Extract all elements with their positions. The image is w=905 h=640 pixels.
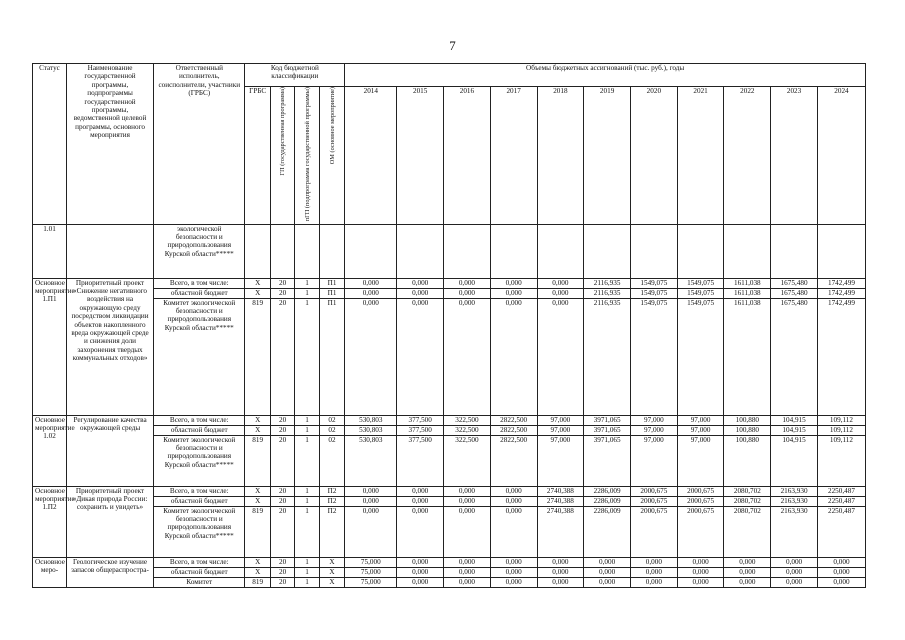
- value-cell: [397, 224, 444, 278]
- code-pgp: 1: [295, 288, 319, 298]
- row-name: Приоритетный проект «Дикая природа России: сохранить и увидеть»: [66, 486, 153, 557]
- value-cell: 2000,675: [677, 506, 724, 557]
- value-cell: 0,000: [345, 288, 397, 298]
- value-cell: 2250,487: [817, 496, 865, 506]
- value-cell: 97,000: [677, 415, 724, 425]
- value-cell: 1549,075: [677, 278, 724, 288]
- value-cell: 3971,065: [584, 415, 631, 425]
- value-cell: 0,000: [724, 557, 771, 567]
- code-pgp: 1: [295, 486, 319, 496]
- code-grbs: 819: [245, 577, 270, 587]
- code-gp: 20: [270, 288, 294, 298]
- value-cell: 0,000: [771, 567, 818, 577]
- code-pgp: 1: [295, 557, 319, 567]
- code-om: П2: [319, 486, 344, 496]
- code-om: П1: [319, 288, 344, 298]
- table-row: [33, 506, 866, 557]
- budget-table: [32, 63, 866, 588]
- value-cell: 0,000: [345, 506, 397, 557]
- value-cell: 0,000: [444, 486, 491, 496]
- code-gp: 20: [270, 557, 294, 567]
- value-cell: 377,500: [397, 435, 444, 486]
- value-cell: [537, 224, 584, 278]
- table-row: [33, 298, 866, 415]
- value-cell: 1549,075: [630, 278, 677, 288]
- code-om: 02: [319, 425, 344, 435]
- header-year: 2019: [584, 87, 631, 225]
- header-executor: Ответственный исполнитель, соисполнители, участники (ГРБС): [154, 64, 245, 225]
- value-cell: 0,000: [397, 278, 444, 288]
- value-cell: 322,500: [444, 435, 491, 486]
- header-year: 2016: [444, 87, 491, 225]
- value-cell: 2163,930: [771, 486, 818, 496]
- header-year: 2014: [345, 87, 397, 225]
- value-cell: 1675,480: [771, 278, 818, 288]
- header-pgp-text: пГП (подпрограмма государственной программы): [303, 87, 311, 222]
- value-cell: 97,000: [537, 425, 584, 435]
- value-cell: 2080,702: [724, 486, 771, 496]
- row-status: Основное мероприятие 1.02: [33, 415, 67, 486]
- value-cell: 1742,499: [817, 288, 865, 298]
- code-om: П2: [319, 506, 344, 557]
- row-executor: областной бюджет: [154, 425, 245, 435]
- value-cell: 0,000: [677, 577, 724, 587]
- value-cell: 1742,499: [817, 278, 865, 288]
- value-cell: 0,000: [537, 298, 584, 415]
- row-executor: Всего, в том числе:: [154, 557, 245, 567]
- table-row: [33, 567, 866, 577]
- code-grbs: Х: [245, 567, 270, 577]
- value-cell: 0,000: [584, 557, 631, 567]
- code-pgp: 1: [295, 506, 319, 557]
- value-cell: 0,000: [490, 298, 537, 415]
- value-cell: 0,000: [630, 567, 677, 577]
- value-cell: 0,000: [677, 567, 724, 577]
- code-grbs: Х: [245, 278, 270, 288]
- value-cell: 0,000: [771, 577, 818, 587]
- value-cell: [444, 224, 491, 278]
- value-cell: [345, 224, 397, 278]
- header-year: 2017: [490, 87, 537, 225]
- value-cell: 0,000: [397, 577, 444, 587]
- value-cell: 2740,388: [537, 486, 584, 496]
- value-cell: 0,000: [584, 567, 631, 577]
- code-om: 02: [319, 415, 344, 425]
- value-cell: [771, 224, 818, 278]
- row-executor: областной бюджет: [154, 567, 245, 577]
- code-om: П2: [319, 496, 344, 506]
- value-cell: [817, 224, 865, 278]
- value-cell: 530,803: [345, 435, 397, 486]
- code-grbs: Х: [245, 425, 270, 435]
- value-cell: 0,000: [630, 577, 677, 587]
- code-om: Х: [319, 577, 344, 587]
- code-om: Х: [319, 557, 344, 567]
- value-cell: 100,880: [724, 415, 771, 425]
- value-cell: 104,915: [771, 415, 818, 425]
- value-cell: 2286,009: [584, 486, 631, 496]
- code-grbs: Х: [245, 288, 270, 298]
- value-cell: 0,000: [490, 577, 537, 587]
- table-row: [33, 224, 866, 278]
- value-cell: 3971,065: [584, 425, 631, 435]
- value-cell: 97,000: [537, 435, 584, 486]
- code-gp: 20: [270, 567, 294, 577]
- value-cell: 0,000: [817, 557, 865, 567]
- value-cell: 0,000: [444, 577, 491, 587]
- value-cell: 2822,500: [490, 425, 537, 435]
- value-cell: 0,000: [397, 496, 444, 506]
- value-cell: 75,000: [345, 557, 397, 567]
- code-om: Х: [319, 567, 344, 577]
- row-executor: Комитет: [154, 577, 245, 587]
- value-cell: 322,500: [444, 425, 491, 435]
- code-gp: 20: [270, 486, 294, 496]
- value-cell: 0,000: [490, 486, 537, 496]
- value-cell: 97,000: [630, 415, 677, 425]
- header-year: 2015: [397, 87, 444, 225]
- code-pgp: 1: [295, 577, 319, 587]
- value-cell: 0,000: [444, 288, 491, 298]
- value-cell: 0,000: [490, 278, 537, 288]
- value-cell: 1611,038: [724, 298, 771, 415]
- value-cell: 0,000: [584, 577, 631, 587]
- value-cell: 97,000: [630, 435, 677, 486]
- value-cell: 0,000: [724, 577, 771, 587]
- value-cell: 377,500: [397, 425, 444, 435]
- code-grbs: 819: [245, 506, 270, 557]
- value-cell: 1675,480: [771, 288, 818, 298]
- value-cell: 2740,388: [537, 496, 584, 506]
- header-volumes: Объемы бюджетных ассигнований (тыс. руб.), годы: [345, 64, 866, 87]
- value-cell: 2286,009: [584, 506, 631, 557]
- code-pgp: 1: [295, 298, 319, 415]
- row-status: Основное мероприятие 1.П1: [33, 278, 67, 415]
- value-cell: 1742,499: [817, 298, 865, 415]
- value-cell: 97,000: [677, 435, 724, 486]
- row-executor: областной бюджет: [154, 288, 245, 298]
- value-cell: [584, 224, 631, 278]
- row-executor: Комитет экологической безопасности и природопользования Курской области*****: [154, 298, 245, 415]
- row-executor: Всего, в том числе:: [154, 486, 245, 496]
- code-gp: 20: [270, 496, 294, 506]
- header-kbk: Код бюджетной классификации: [245, 64, 345, 87]
- value-cell: 530,803: [345, 425, 397, 435]
- value-cell: 0,000: [537, 567, 584, 577]
- value-cell: 3971,065: [584, 435, 631, 486]
- value-cell: 104,915: [771, 435, 818, 486]
- value-cell: [630, 224, 677, 278]
- header-year: 2021: [677, 87, 724, 225]
- value-cell: 75,000: [345, 577, 397, 587]
- value-cell: 100,880: [724, 425, 771, 435]
- value-cell: 0,000: [397, 288, 444, 298]
- value-cell: 2163,930: [771, 506, 818, 557]
- value-cell: 0,000: [345, 278, 397, 288]
- value-cell: 0,000: [345, 486, 397, 496]
- header-year: 2023: [771, 87, 818, 225]
- header-year: 2024: [817, 87, 865, 225]
- code-pgp: 1: [295, 496, 319, 506]
- code-pgp: 1: [295, 425, 319, 435]
- header-grbs: ГРБС: [245, 87, 270, 225]
- value-cell: 109,112: [817, 435, 865, 486]
- value-cell: 2000,675: [630, 506, 677, 557]
- code-pgp: 1: [295, 415, 319, 425]
- row-name: [66, 224, 153, 278]
- code-om: [319, 224, 344, 278]
- code-gp: 20: [270, 425, 294, 435]
- row-name: Регулирование качества окружающей среды: [66, 415, 153, 486]
- value-cell: 0,000: [345, 298, 397, 415]
- value-cell: 0,000: [397, 298, 444, 415]
- value-cell: 0,000: [537, 278, 584, 288]
- header-year: 2022: [724, 87, 771, 225]
- value-cell: 0,000: [537, 557, 584, 567]
- value-cell: 0,000: [537, 577, 584, 587]
- value-cell: 2250,487: [817, 506, 865, 557]
- value-cell: 2116,935: [584, 288, 631, 298]
- value-cell: 322,500: [444, 415, 491, 425]
- value-cell: 2822,500: [490, 415, 537, 425]
- value-cell: 2000,675: [677, 496, 724, 506]
- code-gp: 20: [270, 415, 294, 425]
- value-cell: 1549,075: [677, 288, 724, 298]
- value-cell: 2000,675: [677, 486, 724, 496]
- value-cell: 0,000: [490, 288, 537, 298]
- table-row: [33, 486, 866, 496]
- value-cell: 97,000: [537, 415, 584, 425]
- value-cell: 0,000: [397, 557, 444, 567]
- value-cell: 1611,038: [724, 288, 771, 298]
- table-row: [33, 278, 866, 288]
- value-cell: 75,000: [345, 567, 397, 577]
- value-cell: 1549,075: [677, 298, 724, 415]
- value-cell: [724, 224, 771, 278]
- value-cell: 0,000: [397, 506, 444, 557]
- value-cell: 0,000: [444, 496, 491, 506]
- code-pgp: 1: [295, 567, 319, 577]
- code-grbs: Х: [245, 415, 270, 425]
- value-cell: 0,000: [444, 506, 491, 557]
- value-cell: 0,000: [817, 577, 865, 587]
- code-grbs: Х: [245, 486, 270, 496]
- value-cell: 2080,702: [724, 506, 771, 557]
- code-gp: 20: [270, 278, 294, 288]
- table-row: [33, 415, 866, 425]
- value-cell: 2000,675: [630, 496, 677, 506]
- table-row: [33, 496, 866, 506]
- table-row: [33, 435, 866, 486]
- code-gp: 20: [270, 298, 294, 415]
- value-cell: 2116,935: [584, 278, 631, 288]
- value-cell: 109,112: [817, 415, 865, 425]
- value-cell: 2080,702: [724, 496, 771, 506]
- value-cell: 0,000: [490, 496, 537, 506]
- value-cell: 0,000: [444, 567, 491, 577]
- code-pgp: [295, 224, 319, 278]
- value-cell: 0,000: [490, 557, 537, 567]
- value-cell: 0,000: [490, 567, 537, 577]
- value-cell: 0,000: [817, 567, 865, 577]
- code-gp: 20: [270, 577, 294, 587]
- row-status: 1.01: [33, 224, 67, 278]
- value-cell: 0,000: [444, 278, 491, 288]
- table-row: [33, 288, 866, 298]
- row-status: Основное меро-: [33, 557, 67, 587]
- code-grbs: Х: [245, 496, 270, 506]
- value-cell: 1611,038: [724, 278, 771, 288]
- value-cell: 0,000: [397, 486, 444, 496]
- code-gp: 20: [270, 435, 294, 486]
- value-cell: 1549,075: [630, 298, 677, 415]
- code-grbs: [245, 224, 270, 278]
- code-om: 02: [319, 435, 344, 486]
- table-row: [33, 577, 866, 587]
- page-number: 7: [449, 38, 456, 53]
- value-cell: 0,000: [397, 567, 444, 577]
- value-cell: 0,000: [771, 557, 818, 567]
- header-name: Наименование государственной программы, подпрограммы государственной программы, ведомственной целевой программы, основного мероприятия: [66, 64, 153, 225]
- value-cell: 530,803: [345, 415, 397, 425]
- value-cell: 104,915: [771, 425, 818, 435]
- value-cell: 109,112: [817, 425, 865, 435]
- value-cell: 0,000: [724, 567, 771, 577]
- value-cell: 0,000: [444, 557, 491, 567]
- value-cell: 0,000: [630, 557, 677, 567]
- value-cell: 2000,675: [630, 486, 677, 496]
- value-cell: 1549,075: [630, 288, 677, 298]
- code-gp: 20: [270, 506, 294, 557]
- value-cell: 100,880: [724, 435, 771, 486]
- code-grbs: Х: [245, 557, 270, 567]
- row-status: Основное мероприятие 1.П2: [33, 486, 67, 557]
- row-executor: Комитет экологической безопасности и природопользования Курской области*****: [154, 506, 245, 557]
- header-pgp: [295, 87, 319, 225]
- header-gp: [270, 87, 294, 225]
- value-cell: [490, 224, 537, 278]
- value-cell: 0,000: [537, 288, 584, 298]
- value-cell: 0,000: [677, 557, 724, 567]
- header-om: [319, 87, 344, 225]
- value-cell: 1675,480: [771, 298, 818, 415]
- value-cell: 0,000: [490, 506, 537, 557]
- value-cell: 2286,009: [584, 496, 631, 506]
- value-cell: 2740,388: [537, 506, 584, 557]
- header-year: 2020: [630, 87, 677, 225]
- code-gp: [270, 224, 294, 278]
- header-om-text: ОМ (основное мероприятие): [328, 87, 336, 165]
- code-om: П1: [319, 278, 344, 288]
- code-grbs: 819: [245, 298, 270, 415]
- value-cell: 2250,487: [817, 486, 865, 496]
- value-cell: 2116,935: [584, 298, 631, 415]
- value-cell: 377,500: [397, 415, 444, 425]
- header-status: Статус: [33, 64, 67, 225]
- value-cell: 97,000: [677, 425, 724, 435]
- code-om: П1: [319, 298, 344, 415]
- value-cell: 0,000: [444, 298, 491, 415]
- value-cell: 2822,500: [490, 435, 537, 486]
- row-executor: Всего, в том числе:: [154, 415, 245, 425]
- code-pgp: 1: [295, 278, 319, 288]
- table-row: [33, 425, 866, 435]
- row-name: Приоритетный проект «Снижение негативного воздействия на окружающую среду посредством ликвидации объектов накопленного вреда окружающей среде и снижения доли захоронения твердых коммунальных отходов»: [66, 278, 153, 415]
- value-cell: 0,000: [345, 496, 397, 506]
- table-row: [33, 557, 866, 567]
- code-pgp: 1: [295, 435, 319, 486]
- code-grbs: 819: [245, 435, 270, 486]
- row-executor: Комитет экологической безопасности и природопользования Курской области*****: [154, 435, 245, 486]
- row-executor: экологической безопасности и природопользования Курской области*****: [154, 224, 245, 278]
- header-gp-text: ГП (государственная программа): [279, 87, 287, 176]
- row-executor: Всего, в том числе:: [154, 278, 245, 288]
- row-executor: областной бюджет: [154, 496, 245, 506]
- value-cell: 97,000: [630, 425, 677, 435]
- value-cell: 2163,930: [771, 496, 818, 506]
- value-cell: [677, 224, 724, 278]
- header-year: 2018: [537, 87, 584, 225]
- row-name: Геологическое изучение запасов общераспростра-: [66, 557, 153, 587]
